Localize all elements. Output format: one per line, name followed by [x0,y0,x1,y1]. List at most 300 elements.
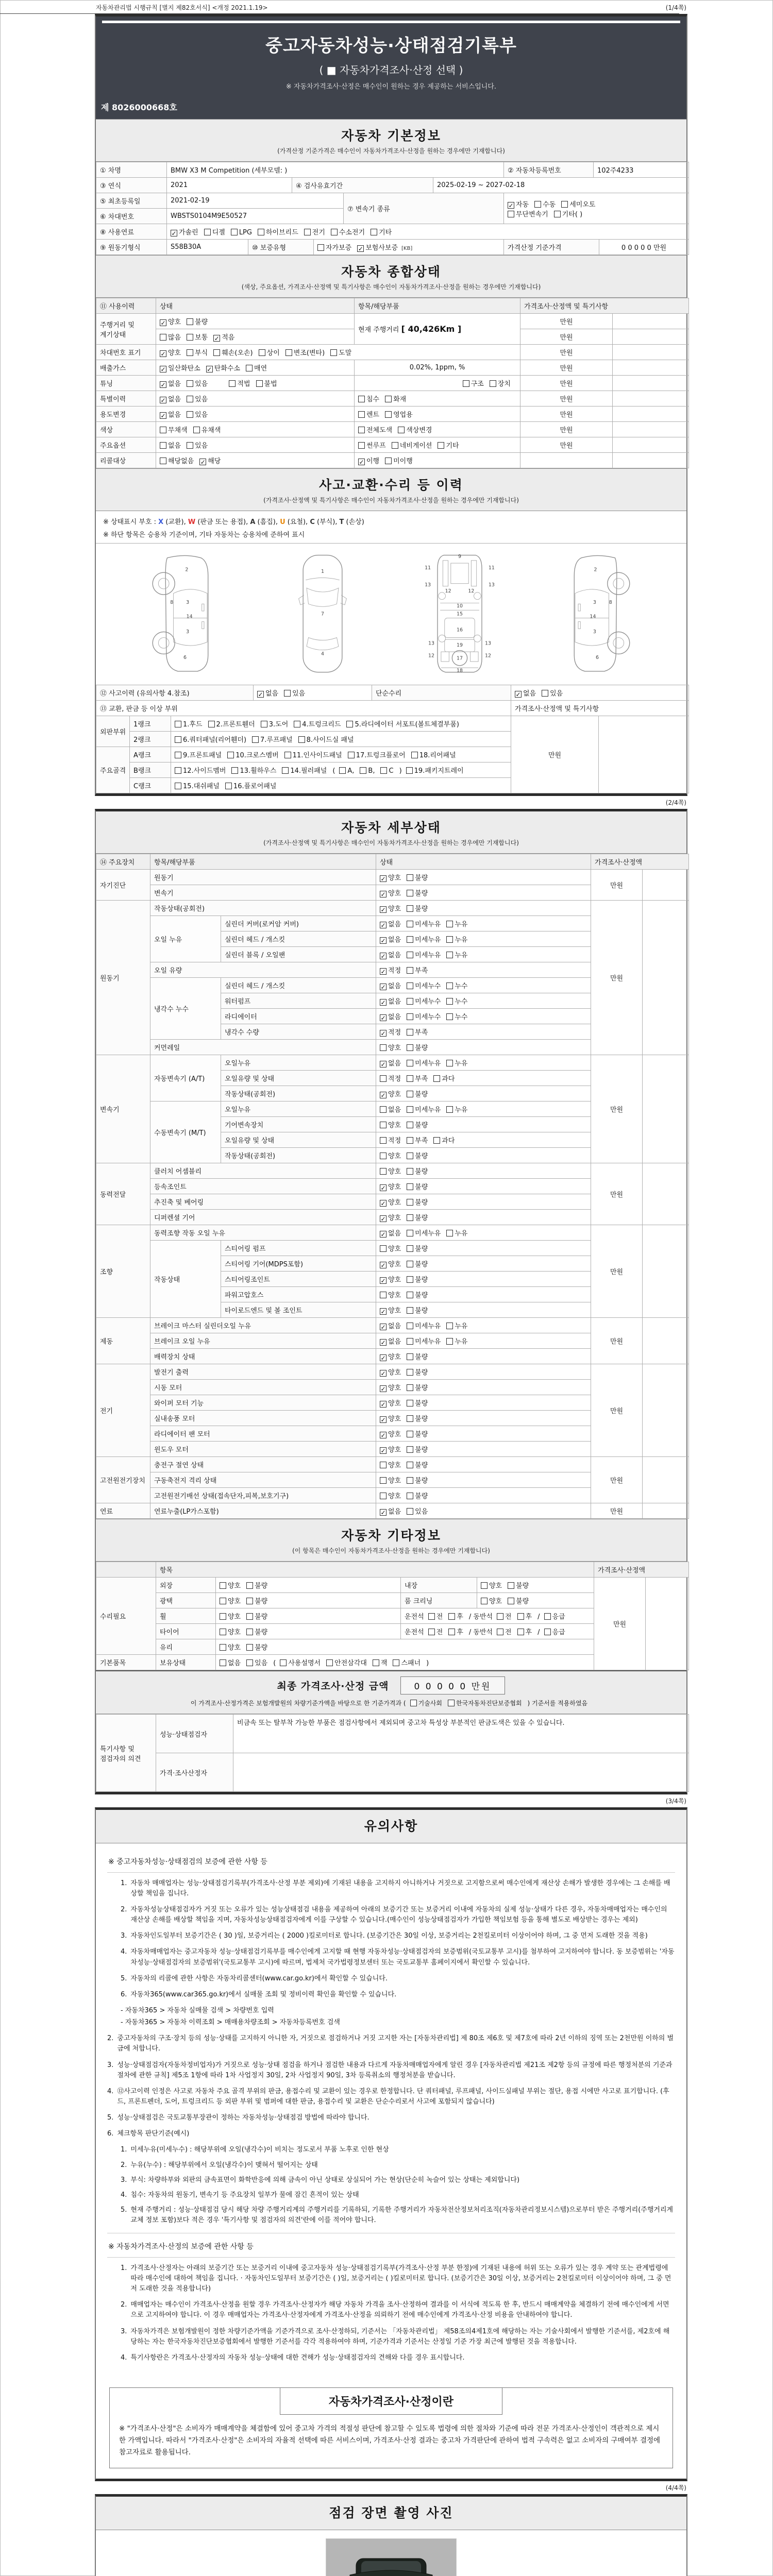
checkbox-option[interactable] [380,1120,401,1129]
checkbox-icon[interactable] [446,1323,453,1329]
checkbox-icon[interactable] [187,396,193,402]
checkbox-icon[interactable] [446,982,453,989]
checkbox-option[interactable] [433,1073,455,1083]
checkbox-option[interactable] [380,767,393,775]
checkbox-checked-icon[interactable] [357,245,364,252]
checkbox-icon[interactable] [407,1153,413,1159]
checkbox-option[interactable] [398,425,432,434]
checkbox-icon[interactable] [371,229,377,235]
checkbox-icon[interactable] [358,427,365,433]
checkbox-icon[interactable] [385,457,392,464]
checkbox-option[interactable] [380,1243,401,1253]
checkbox-checked-icon[interactable] [380,1509,386,1516]
checkbox-option[interactable] [446,1104,467,1114]
checkbox-icon[interactable] [220,1613,226,1620]
checkbox-option[interactable] [407,1042,428,1052]
checkbox-icon[interactable] [358,442,365,449]
checkbox-option[interactable] [380,1073,401,1083]
checkbox-icon[interactable] [246,1629,253,1635]
checkbox-option[interactable] [160,440,181,450]
checkbox-icon[interactable] [385,411,392,418]
checkbox-icon[interactable] [187,442,193,449]
checkbox-checked-icon[interactable] [380,984,386,990]
checkbox-icon[interactable] [331,229,338,235]
checkbox-icon[interactable] [358,396,365,402]
checkbox-option[interactable] [407,1336,441,1346]
checkbox-option[interactable] [258,227,298,236]
checkbox-icon[interactable] [220,1598,226,1604]
checkbox-option[interactable] [257,688,278,698]
checkbox-icon[interactable] [220,1629,226,1635]
checkbox-icon[interactable] [433,1075,440,1082]
checkbox-option[interactable] [380,965,401,975]
checkbox-option[interactable] [206,363,240,372]
checkbox-option[interactable] [294,719,341,728]
checkbox-option[interactable] [446,996,467,1006]
checkbox-icon[interactable] [481,1598,488,1604]
checkbox-icon[interactable] [446,1338,453,1345]
checkbox-option[interactable] [380,1228,401,1238]
checkbox-icon[interactable] [246,365,253,371]
checkbox-option[interactable] [497,1626,512,1636]
checkbox-option[interactable] [554,209,582,218]
checkbox-option[interactable] [246,1642,267,1652]
checkbox-option[interactable] [406,765,464,775]
checkbox-icon[interactable] [285,349,292,356]
checkbox-option[interactable] [544,1611,565,1621]
checkbox-icon[interactable] [407,1400,413,1406]
checkbox-icon[interactable] [406,767,413,774]
checkbox-option[interactable] [259,347,280,357]
checkbox-icon[interactable] [175,736,181,743]
checkbox-option[interactable] [380,1367,401,1377]
checkbox-option[interactable] [380,872,401,882]
checkbox-icon[interactable] [284,752,291,758]
checkbox-checked-icon[interactable] [380,922,386,928]
checkbox-option[interactable] [360,767,375,775]
checkbox-icon[interactable] [284,690,291,697]
checkbox-option[interactable] [407,1490,428,1500]
checkbox-option[interactable] [160,455,194,465]
checkbox-icon[interactable] [481,1582,488,1589]
checkbox-option[interactable] [517,1611,532,1621]
checkbox-option[interactable] [231,229,252,236]
checkbox-option[interactable] [410,1699,442,1707]
checkbox-icon[interactable] [380,1462,386,1468]
checkbox-checked-icon[interactable] [160,350,166,357]
checkbox-icon[interactable] [187,411,193,418]
checkbox-option[interactable] [407,903,428,913]
checkbox-icon[interactable] [407,952,413,958]
checkbox-option[interactable] [160,409,181,419]
checkbox-option[interactable] [407,1197,428,1207]
checkbox-option[interactable] [204,227,225,236]
checkbox-icon[interactable] [407,1060,413,1066]
checkbox-option[interactable] [246,1596,267,1605]
checkbox-icon[interactable] [298,736,305,743]
checkbox-checked-icon[interactable] [380,1416,386,1423]
checkbox-checked-icon[interactable] [380,999,386,1006]
checkbox-icon[interactable] [407,1353,413,1360]
checkbox-icon[interactable] [252,736,259,743]
checkbox-icon[interactable] [407,1307,413,1314]
checkbox-icon[interactable] [160,457,166,464]
checkbox-option[interactable] [380,1166,401,1176]
checkbox-option[interactable] [285,347,325,357]
checkbox-icon[interactable] [407,967,413,974]
checkbox-option[interactable] [256,378,277,388]
checkbox-option[interactable] [357,242,398,252]
checkbox-checked-icon[interactable] [257,691,264,698]
checkbox-option[interactable] [175,719,203,728]
checkbox-option[interactable] [187,440,208,450]
checkbox-option[interactable] [193,425,221,434]
checkbox-checked-icon[interactable] [380,1030,386,1037]
checkbox-checked-icon[interactable] [380,1014,386,1021]
checkbox-option[interactable] [358,425,392,434]
checkbox-icon[interactable] [261,721,267,727]
checkbox-icon[interactable] [407,1415,413,1422]
checkbox-option[interactable] [380,950,401,959]
checkbox-option[interactable] [446,1320,467,1330]
checkbox-option[interactable] [160,347,181,357]
checkbox-icon[interactable] [407,1369,413,1376]
checkbox-option[interactable] [175,765,226,775]
checkbox-icon[interactable] [246,1613,253,1620]
checkbox-icon[interactable] [280,1659,287,1666]
checkbox-option[interactable] [508,1596,529,1605]
checkbox-icon[interactable] [407,1493,413,1499]
checkbox-option[interactable] [407,1259,428,1268]
checkbox-option[interactable] [448,1611,463,1621]
checkbox-checked-icon[interactable] [515,691,522,698]
checkbox-checked-icon[interactable] [380,1324,386,1330]
checkbox-option[interactable] [380,1506,401,1516]
checkbox-icon[interactable] [229,380,236,387]
checkbox-icon[interactable] [187,349,193,356]
checkbox-option[interactable] [246,1657,267,1667]
checkbox-option[interactable] [246,1580,267,1590]
checkbox-option[interactable] [246,1611,267,1621]
checkbox-option[interactable] [380,1351,401,1361]
checkbox-option[interactable] [407,1429,428,1438]
checkbox-option[interactable] [448,1699,522,1707]
checkbox-option[interactable] [380,1429,401,1438]
checkbox-option[interactable] [298,734,354,744]
checkbox-icon[interactable] [407,1384,413,1391]
checkbox-icon[interactable] [380,1292,386,1298]
checkbox-option[interactable] [446,1336,467,1346]
checkbox-option[interactable] [407,1367,428,1377]
checkbox-icon[interactable] [407,890,413,896]
checkbox-icon[interactable] [204,229,211,235]
checkbox-option[interactable] [407,1150,428,1160]
checkbox-icon[interactable] [407,1276,413,1283]
checkbox-checked-icon[interactable] [160,412,166,419]
checkbox-icon[interactable] [407,1323,413,1329]
checkbox-option[interactable] [358,440,386,450]
checkbox-option[interactable] [407,934,441,944]
checkbox-option[interactable] [175,781,220,790]
checkbox-option[interactable] [380,934,401,944]
checkbox-option[interactable] [407,1444,428,1454]
checkbox-option[interactable] [428,1611,443,1621]
checkbox-icon[interactable] [407,1338,413,1345]
checkbox-icon[interactable] [380,1493,386,1499]
checkbox-option[interactable] [446,980,467,990]
checkbox-option[interactable] [225,781,276,790]
checkbox-option[interactable] [380,1274,401,1284]
checkbox-option[interactable] [490,378,511,388]
checkbox-icon[interactable] [407,874,413,881]
checkbox-icon[interactable] [380,1122,386,1128]
checkbox-option[interactable] [508,209,548,218]
checkbox-checked-icon[interactable] [160,319,166,326]
checkbox-option[interactable] [160,425,188,434]
checkbox-option[interactable] [407,1305,428,1315]
checkbox-checked-icon[interactable] [160,381,166,388]
checkbox-checked-icon[interactable] [380,968,386,975]
checkbox-checked-icon[interactable] [508,202,514,209]
checkbox-icon[interactable] [508,211,514,217]
checkbox-checked-icon[interactable] [380,1370,386,1377]
checkbox-icon[interactable] [407,1292,413,1298]
checkbox-icon[interactable] [175,767,181,774]
checkbox-option[interactable] [380,1290,401,1299]
checkbox-icon[interactable] [407,936,413,943]
checkbox-option[interactable] [220,1580,241,1590]
checkbox-icon[interactable] [339,767,346,774]
checkbox-option[interactable] [407,1027,428,1037]
checkbox-option[interactable] [380,1197,401,1207]
checkbox-option[interactable] [407,1212,428,1222]
checkbox-icon[interactable] [385,396,392,402]
checkbox-icon[interactable] [220,1644,226,1651]
checkbox-icon[interactable] [407,1013,413,1020]
checkbox-icon[interactable] [187,380,193,387]
checkbox-icon[interactable] [256,380,263,387]
checkbox-option[interactable] [380,980,401,990]
checkbox-icon[interactable] [392,442,398,449]
checkbox-option[interactable] [380,888,401,897]
checkbox-option[interactable] [199,455,221,465]
checkbox-icon[interactable] [497,1613,503,1620]
checkbox-icon[interactable] [534,201,541,208]
checkbox-option[interactable] [380,1104,401,1114]
checkbox-icon[interactable] [407,921,413,927]
checkbox-option[interactable] [497,1611,512,1621]
checkbox-option[interactable] [187,409,208,419]
checkbox-option[interactable] [433,1135,455,1145]
checkbox-icon[interactable] [246,1644,253,1651]
checkbox-icon[interactable] [407,1029,413,1036]
checkbox-icon[interactable] [220,1582,226,1589]
checkbox-option[interactable] [407,1120,428,1129]
checkbox-option[interactable] [348,750,406,759]
checkbox-option[interactable] [220,1596,241,1605]
checkbox-option[interactable] [282,765,327,775]
checkbox-icon[interactable] [407,1137,413,1144]
checkbox-icon[interactable] [410,1700,417,1706]
checkbox-icon[interactable] [304,229,311,235]
checkbox-option[interactable] [380,1135,401,1145]
checkbox-option[interactable] [407,1181,428,1191]
checkbox-checked-icon[interactable] [380,953,386,959]
checkbox-icon[interactable] [193,427,200,433]
checkbox-icon[interactable] [544,1613,551,1620]
checkbox-option[interactable] [407,1243,428,1253]
checkbox-option[interactable] [380,903,401,913]
checkbox-option[interactable] [246,363,267,372]
checkbox-icon[interactable] [508,1598,514,1604]
checkbox-option[interactable] [317,242,351,252]
checkbox-option[interactable] [358,409,379,419]
checkbox-option[interactable] [407,1475,428,1485]
checkbox-option[interactable] [561,199,595,209]
checkbox-option[interactable] [481,1596,502,1605]
checkbox-option[interactable] [187,316,208,326]
checkbox-icon[interactable] [160,427,166,433]
checkbox-checked-icon[interactable] [380,1385,386,1392]
checkbox-icon[interactable] [433,1137,440,1144]
checkbox-option[interactable] [407,980,441,990]
checkbox-option[interactable] [407,1506,428,1516]
checkbox-option[interactable] [380,1058,401,1067]
checkbox-icon[interactable] [259,349,265,356]
checkbox-checked-icon[interactable] [380,937,386,944]
checkbox-option[interactable] [280,1657,321,1667]
checkbox-option[interactable] [231,765,276,775]
checkbox-icon[interactable] [407,1477,413,1484]
checkbox-option[interactable] [407,1166,428,1176]
checkbox-checked-icon[interactable] [380,1277,386,1284]
checkbox-icon[interactable] [446,1060,453,1066]
checkbox-option[interactable] [385,455,413,465]
checkbox-option[interactable] [385,394,406,403]
checkbox-checked-icon[interactable] [199,459,206,465]
checkbox-option[interactable] [380,1305,401,1315]
checkbox-checked-icon[interactable] [160,366,166,372]
checkbox-option[interactable] [252,734,293,744]
checkbox-option[interactable] [407,1104,441,1114]
checkbox-icon[interactable] [407,1199,413,1206]
checkbox-icon[interactable] [542,690,548,697]
checkbox-option[interactable] [358,394,379,403]
checkbox-option[interactable] [175,750,222,759]
checkbox-icon[interactable] [407,905,413,912]
checkbox-option[interactable] [517,1626,532,1636]
checkbox-option[interactable] [446,934,467,944]
checkbox-icon[interactable] [220,1659,226,1666]
checkbox-icon[interactable] [407,1091,413,1097]
checkbox-option[interactable] [407,996,441,1006]
checkbox-option[interactable] [331,227,365,236]
checkbox-option[interactable] [380,1398,401,1408]
checkbox-option[interactable] [407,888,428,897]
checkbox-option[interactable] [446,950,467,959]
checkbox-option[interactable] [284,750,342,759]
checkbox-option[interactable] [229,378,250,388]
checkbox-icon[interactable] [360,767,366,774]
checkbox-icon[interactable] [407,1508,413,1515]
checkbox-icon[interactable] [393,1659,399,1666]
checkbox-icon[interactable] [380,1477,386,1484]
checkbox-icon[interactable] [407,1214,413,1221]
checkbox-icon[interactable] [380,767,387,774]
checkbox-option[interactable] [246,1626,267,1636]
checkbox-option[interactable] [380,1150,401,1160]
checkbox-icon[interactable] [407,1075,413,1082]
checkbox-option[interactable] [160,394,181,403]
checkbox-icon[interactable] [231,767,238,774]
checkbox-option[interactable] [171,227,198,236]
checkbox-option[interactable] [208,719,255,728]
checkbox-option[interactable] [407,919,441,928]
checkbox-option[interactable] [393,1657,421,1667]
checkbox-icon[interactable] [428,1629,435,1635]
checkbox-option[interactable] [508,1580,529,1590]
checkbox-option[interactable] [330,347,351,357]
checkbox-option[interactable] [187,394,208,403]
checkbox-checked-icon[interactable] [160,397,166,403]
checkbox-option[interactable] [407,1398,428,1408]
checkbox-option[interactable] [448,1626,463,1636]
checkbox-option[interactable] [380,1320,401,1330]
checkbox-option[interactable] [213,347,253,357]
checkbox-icon[interactable] [213,349,220,356]
checkbox-option[interactable] [380,1027,401,1037]
checkbox-option[interactable] [407,950,441,959]
checkbox-option[interactable] [380,1336,401,1346]
checkbox-option[interactable] [358,455,379,465]
checkbox-option[interactable] [160,363,200,372]
checkbox-option[interactable] [371,227,392,236]
checkbox-option[interactable] [407,1073,428,1083]
checkbox-checked-icon[interactable] [380,1215,386,1222]
checkbox-option[interactable] [380,1490,401,1500]
checkbox-option[interactable] [544,1626,565,1636]
checkbox-option[interactable] [380,1413,401,1423]
checkbox-icon[interactable] [407,1431,413,1437]
checkbox-checked-icon[interactable] [380,1308,386,1315]
checkbox-icon[interactable] [187,318,193,325]
checkbox-option[interactable] [407,872,428,882]
checkbox-icon[interactable] [407,1106,413,1113]
checkbox-icon[interactable] [508,1582,514,1589]
checkbox-option[interactable] [446,1058,467,1067]
checkbox-checked-icon[interactable] [380,1354,386,1361]
checkbox-option[interactable] [407,1351,428,1361]
checkbox-icon[interactable] [448,1629,455,1635]
checkbox-option[interactable] [160,378,181,388]
checkbox-checked-icon[interactable] [380,1432,386,1438]
checkbox-icon[interactable] [446,1013,453,1020]
checkbox-option[interactable] [534,199,556,209]
checkbox-option[interactable] [515,688,536,698]
checkbox-icon[interactable] [330,349,337,356]
checkbox-option[interactable] [411,750,456,759]
checkbox-option[interactable] [380,1042,401,1052]
checkbox-icon[interactable] [554,211,561,217]
checkbox-icon[interactable] [446,1230,453,1236]
checkbox-option[interactable] [175,734,246,744]
checkbox-option[interactable] [446,1228,467,1238]
checkbox-icon[interactable] [187,334,193,341]
checkbox-icon[interactable] [326,1659,333,1666]
checkbox-checked-icon[interactable] [213,335,220,342]
checkbox-option[interactable] [407,1058,441,1067]
checkbox-icon[interactable] [227,752,234,758]
